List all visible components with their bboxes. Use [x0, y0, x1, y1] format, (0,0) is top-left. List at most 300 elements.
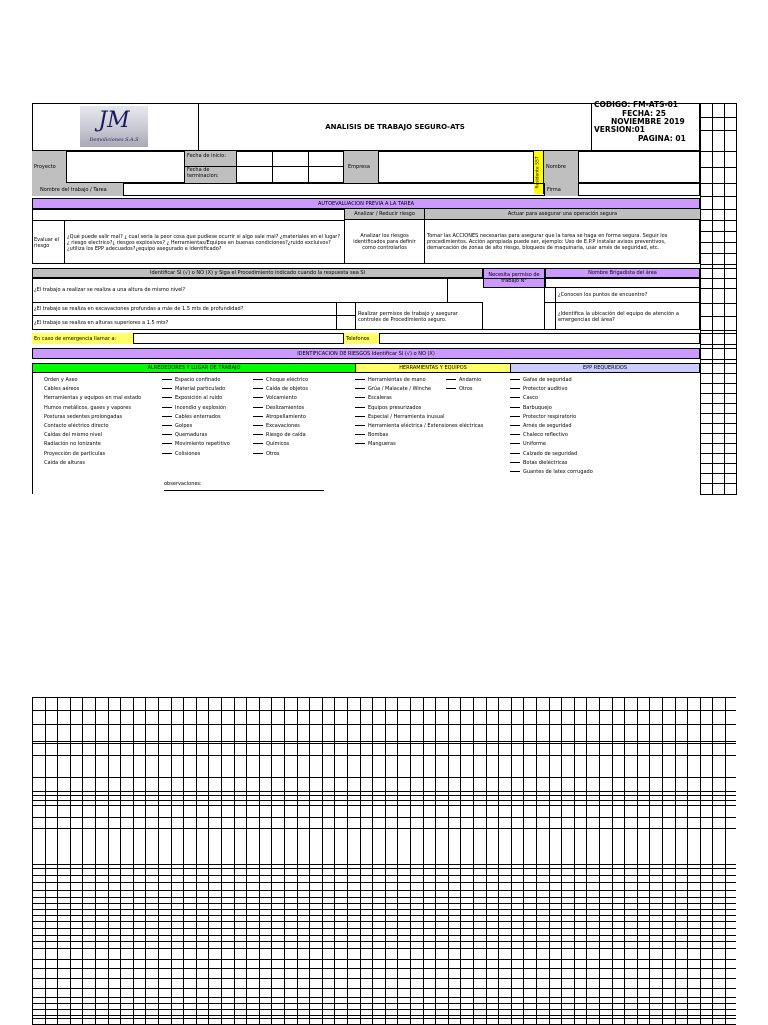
grid-line-horizontal	[700, 303, 737, 304]
check-blank[interactable]	[355, 443, 365, 444]
grid-line-vertical	[423, 697, 424, 1024]
check-blank[interactable]	[355, 379, 365, 380]
risk-check-item[interactable]	[510, 423, 572, 429]
grid-line-horizontal	[32, 928, 736, 929]
risk-check-label: Cables enterrados	[175, 413, 221, 420]
grid-line-vertical	[221, 697, 222, 1024]
risk-check-label: Herramientas de mano	[368, 377, 426, 383]
grid-line-vertical	[158, 697, 159, 1024]
project-label	[32, 151, 67, 183]
grid-line-horizontal	[32, 828, 736, 829]
grid-line-horizontal	[700, 433, 737, 434]
end-date-day[interactable]	[237, 167, 273, 183]
risk-check-item[interactable]	[510, 441, 546, 447]
check-blank[interactable]	[355, 397, 365, 398]
document-title-text: ANALISIS DE TRABAJO SEGURO-ATS	[325, 123, 465, 131]
analyze-header-text: Analizar / Reducir riesgo	[354, 211, 415, 217]
risk-check-label: Contacto eléctrico directo	[44, 423, 109, 429]
self-assessment-title-text: AUTOEVALUACION PREVIA A LA TAREA	[317, 200, 415, 207]
grid-line-horizontal	[700, 483, 737, 484]
grid-line-vertical	[624, 697, 625, 1024]
grid-line-horizontal	[700, 231, 737, 232]
end-date-month[interactable]	[273, 167, 309, 183]
grid-line-horizontal	[700, 103, 737, 104]
risk-check-item[interactable]	[44, 405, 131, 411]
question-emergency-equipment	[556, 303, 700, 330]
risk-check-item[interactable]	[44, 386, 79, 392]
risk-check-item[interactable]	[44, 423, 109, 429]
risk-check-label: Chaleco reflectivo	[523, 432, 568, 439]
risk-check-item[interactable]	[44, 451, 105, 457]
check-blank[interactable]	[162, 416, 172, 417]
answer-meeting-points[interactable]	[545, 288, 556, 303]
name-field[interactable]	[579, 151, 700, 183]
risk-check-label: Incendio y explosión	[175, 404, 227, 411]
grid-line-vertical	[725, 697, 726, 1024]
grid-line-vertical	[360, 697, 361, 1024]
check-blank[interactable]	[162, 443, 172, 444]
answer-same-level[interactable]	[447, 278, 483, 303]
grid-line-vertical	[397, 697, 398, 1024]
grid-line-horizontal	[700, 183, 737, 184]
grid-line-vertical	[599, 697, 600, 1024]
grid-line-vertical	[675, 697, 676, 1024]
end-date-text: Fecha de terminacion:	[187, 167, 219, 179]
ppe-header	[511, 363, 700, 373]
grid-line-horizontal	[32, 795, 736, 796]
answer-excavations[interactable]	[336, 303, 356, 316]
project-label-text: Proyecto	[34, 164, 56, 170]
emergency-call-text: En caso de emergencia llamar a:	[34, 335, 117, 342]
check-blank[interactable]	[162, 407, 172, 408]
risk-check-label: Químicos	[266, 441, 290, 448]
risk-check-label: Exposición al ruido	[175, 395, 223, 402]
check-blank[interactable]	[510, 434, 520, 435]
risk-check-item[interactable]	[355, 423, 483, 429]
check-blank[interactable]	[253, 416, 263, 417]
check-blank[interactable]	[162, 453, 172, 454]
check-blank[interactable]	[253, 443, 263, 444]
grid-line-vertical	[95, 697, 96, 1024]
risk-check-item[interactable]	[162, 395, 222, 401]
end-date-year[interactable]	[309, 167, 344, 183]
task-name-text: Nombre del trabajo / Tarea	[40, 186, 107, 193]
grid-line-horizontal	[32, 710, 736, 711]
risk-check-item[interactable]	[44, 395, 141, 401]
check-blank[interactable]	[162, 388, 172, 389]
analyze-text	[344, 220, 424, 264]
risk-check-label: Caídas del mismo nivel	[44, 432, 102, 439]
risk-check-item[interactable]	[253, 451, 280, 457]
grid-line-vertical	[284, 697, 285, 1024]
risk-check-label: Protector auditivo	[523, 386, 568, 393]
risk-check-item[interactable]	[162, 432, 207, 438]
risk-check-item[interactable]	[162, 423, 192, 429]
grid-line-horizontal	[700, 196, 737, 197]
project-field[interactable]	[67, 151, 185, 183]
start-date-year[interactable]	[309, 151, 344, 167]
risk-check-item[interactable]	[446, 386, 473, 392]
brigadier-label	[545, 268, 700, 278]
grid-line-horizontal	[32, 724, 736, 725]
risk-check-item[interactable]	[162, 405, 226, 411]
grid-line-horizontal	[32, 755, 736, 756]
grid-line-vertical	[523, 697, 524, 1024]
risk-check-item[interactable]	[162, 386, 225, 392]
act-header	[424, 209, 700, 220]
check-blank[interactable]	[510, 453, 520, 454]
risk-check-item[interactable]	[510, 469, 593, 475]
risk-check-label: Especial / Herramienta inusual	[368, 413, 445, 420]
realize-permits-text: Realizar permisos de trabajo y asegurar controles de Procedimiento seguro.	[358, 310, 458, 323]
grid-line-horizontal	[700, 242, 737, 243]
risk-check-item[interactable]	[355, 386, 431, 392]
risk-check-label: Barbuquejo	[523, 404, 552, 411]
grid-line-horizontal	[700, 167, 737, 168]
grid-line-horizontal	[700, 393, 737, 394]
grid-line-horizontal	[32, 935, 736, 936]
check-blank[interactable]	[162, 379, 172, 380]
grid-line-horizontal	[32, 921, 736, 922]
grid-line-horizontal	[32, 777, 736, 778]
answer-emergency-equipment[interactable]	[545, 303, 556, 330]
grid-line-vertical	[271, 697, 272, 1024]
grid-line-vertical	[662, 697, 663, 1024]
check-blank[interactable]	[510, 416, 520, 417]
risk-check-item[interactable]	[510, 460, 567, 466]
risk-check-label: Material particulado	[175, 386, 226, 393]
task-name-field[interactable]	[124, 183, 534, 196]
risk-check-item[interactable]	[44, 432, 102, 438]
risk-check-label: Otros	[266, 450, 280, 457]
risk-check-item[interactable]	[253, 414, 306, 420]
question-same-level-text: ¿El trabajo a realizar se realiza a una altura de mismo nivel?	[34, 287, 186, 293]
observations-line[interactable]	[164, 490, 324, 491]
risk-check-item[interactable]	[44, 414, 122, 420]
grid-line-horizontal	[700, 316, 737, 317]
check-blank[interactable]	[355, 407, 365, 408]
grid-line-horizontal	[32, 1018, 736, 1019]
grid-line-horizontal	[32, 743, 736, 744]
check-blank[interactable]	[253, 434, 263, 435]
risk-check-label: Quemaduras	[175, 432, 208, 439]
act-text	[424, 220, 700, 264]
grid-line-horizontal	[700, 443, 737, 444]
risk-check-label: Deslizamientos	[266, 404, 305, 411]
doc-date-label: FECHA: 25	[622, 109, 667, 118]
question-meeting-points-text: ¿Conocen los puntos de encuentro?	[558, 292, 648, 298]
check-blank[interactable]	[253, 397, 263, 398]
start-date-text: Fecha de inicio:	[187, 153, 226, 159]
check-blank[interactable]	[510, 425, 520, 426]
risk-check-item[interactable]	[510, 386, 568, 392]
risk-check-label: Orden y Aseo	[44, 377, 78, 383]
grid-line-horizontal	[32, 988, 736, 989]
grid-line-horizontal	[700, 288, 737, 289]
check-blank[interactable]	[253, 407, 263, 408]
check-blank[interactable]	[162, 425, 172, 426]
risk-check-item[interactable]	[44, 460, 85, 466]
grid-line-horizontal	[32, 868, 736, 869]
emergency-call-field[interactable]	[134, 333, 344, 344]
check-blank[interactable]	[446, 388, 456, 389]
check-blank[interactable]	[253, 453, 263, 454]
grid-line-vertical	[45, 697, 46, 1024]
grid-line-vertical	[347, 697, 348, 1024]
risk-identification-title	[32, 348, 700, 359]
grid-line-vertical	[322, 697, 323, 1024]
grid-line-vertical	[246, 697, 247, 1024]
tools-header-text: HERRAMIENTAS Y EQUIPOS	[399, 365, 467, 371]
check-blank[interactable]	[355, 416, 365, 417]
observations-label	[164, 481, 202, 487]
grid-line-horizontal	[32, 741, 736, 742]
risk-check-label: Atropellamiento	[266, 413, 306, 420]
grid-line-vertical	[700, 697, 701, 1024]
risk-check-label: Espacio confinado	[175, 377, 221, 383]
grid-line-vertical	[536, 697, 537, 1024]
grid-line-vertical	[448, 697, 449, 1024]
grid-line-vertical	[586, 697, 587, 1024]
company-label-text: Empresa	[348, 164, 370, 170]
grid-line-horizontal	[32, 903, 736, 904]
check-blank[interactable]	[446, 379, 456, 380]
analyze-text-body: Analizar los riesgos identificados para definir como controlarlos	[353, 233, 416, 251]
grid-line-horizontal	[32, 1009, 736, 1010]
doc-date-value: NOVIEMBRE 2019	[611, 117, 685, 126]
grid-line-horizontal	[32, 890, 736, 891]
grid-line-horizontal	[700, 264, 737, 265]
grid-line-horizontal	[32, 909, 736, 910]
grid-line-vertical	[498, 697, 499, 1024]
grid-line-vertical	[234, 697, 235, 1024]
check-blank[interactable]	[510, 471, 520, 472]
check-blank[interactable]	[162, 434, 172, 435]
start-date-month[interactable]	[273, 151, 309, 167]
risk-check-item[interactable]	[355, 377, 426, 383]
grid-line-vertical	[70, 697, 71, 1024]
grid-line-horizontal	[32, 915, 736, 916]
logo-initials: JM	[98, 108, 130, 133]
risk-check-label: Bombas	[368, 432, 389, 439]
check-blank[interactable]	[510, 379, 520, 380]
risk-check-label: Calzado de seguridad	[523, 450, 578, 457]
check-blank[interactable]	[253, 388, 263, 389]
grid-line-horizontal	[700, 363, 737, 364]
risk-check-item[interactable]	[162, 441, 230, 447]
observations-text: observaciones:	[164, 481, 202, 487]
grid-line-horizontal	[700, 130, 737, 131]
check-blank[interactable]	[253, 425, 263, 426]
act-text-body: Tomar las ACCIONES necesarias para asegurar que la tarea se haga en forma segura. Seguir los procedimientos. Acción apropiada puede ser, ejemplo: Uso de E.P.P instalar avisos preventivos, demarcación de zonas de alto riesgo, bloqueos de maquinaria, usar arnés de seguridad, etc.	[427, 233, 668, 251]
grid-line-vertical	[736, 103, 737, 494]
grid-line-vertical	[637, 697, 638, 1024]
name-label	[544, 151, 579, 183]
grid-line-vertical	[372, 697, 373, 1024]
risk-check-item[interactable]	[162, 451, 200, 457]
risk-check-item[interactable]	[355, 441, 396, 447]
risk-check-item[interactable]	[510, 377, 572, 383]
grid-line-horizontal	[32, 697, 736, 698]
risk-check-label: Casco	[523, 395, 538, 402]
risk-check-item[interactable]	[162, 414, 221, 420]
grid-line-vertical	[612, 697, 613, 1024]
grid-line-vertical	[700, 103, 701, 494]
grid-line-vertical	[649, 697, 650, 1024]
check-blank[interactable]	[510, 443, 520, 444]
risk-check-label: Excavaciones	[266, 423, 300, 429]
risk-check-item[interactable]	[355, 414, 444, 420]
risk-check-label: Gafas de seguridad	[523, 377, 572, 383]
grid-line-vertical	[183, 697, 184, 1024]
check-blank[interactable]	[253, 379, 263, 380]
risk-check-item[interactable]	[355, 405, 421, 411]
start-date-label	[185, 151, 237, 167]
task-name-label	[32, 183, 124, 196]
grid-line-vertical	[334, 697, 335, 1024]
doc-code: CODIGO: FM-ATS-01	[594, 100, 679, 109]
risk-check-label: Proyección de partículas	[44, 450, 106, 457]
risk-check-item[interactable]	[253, 386, 308, 392]
surroundings-header	[32, 363, 356, 373]
grid-line-horizontal	[700, 494, 737, 495]
grid-line-horizontal	[32, 997, 736, 998]
emergency-call-label	[32, 333, 134, 344]
grid-line-vertical	[108, 697, 109, 1024]
risk-check-item[interactable]	[253, 377, 308, 383]
grid-line-horizontal	[700, 348, 737, 349]
grid-line-vertical	[297, 697, 298, 1024]
grid-line-vertical	[486, 697, 487, 1024]
grid-line-horizontal	[32, 1015, 736, 1016]
risk-check-label: Caída de objetos	[266, 386, 308, 393]
risk-check-label: Uniforme	[523, 441, 546, 448]
risk-list-left-border	[32, 373, 33, 494]
risk-check-label: Humos metálicos, gases y vapores	[44, 404, 131, 411]
check-blank[interactable]	[510, 388, 520, 389]
grid-line-horizontal	[32, 978, 736, 979]
risk-check-label: Guantes de latex corrugado	[523, 469, 593, 475]
signature-label	[544, 183, 579, 196]
risk-check-item[interactable]	[446, 377, 481, 383]
grid-line-vertical	[120, 697, 121, 1024]
risk-check-label: Grúa / Malacate / Winche	[368, 386, 431, 393]
risk-check-item[interactable]	[44, 441, 101, 447]
check-blank[interactable]	[355, 434, 365, 435]
grid-line-vertical	[82, 697, 83, 1024]
grid-line-horizontal	[32, 817, 736, 818]
risk-check-item[interactable]	[253, 395, 297, 401]
risk-check-item[interactable]	[510, 414, 576, 420]
question-meeting-points	[556, 288, 700, 303]
start-date-day[interactable]	[237, 151, 273, 167]
risk-check-item[interactable]	[253, 405, 304, 411]
grid-line-horizontal	[32, 941, 736, 942]
risk-check-label: Colisiones	[175, 450, 201, 457]
risk-check-item[interactable]	[253, 432, 306, 438]
phones-label	[344, 333, 380, 344]
question-heights	[32, 316, 336, 330]
question-excavations	[32, 303, 336, 316]
grid-line-horizontal	[32, 1003, 736, 1004]
grid-line-vertical	[574, 697, 575, 1024]
grid-line-vertical	[561, 697, 562, 1024]
grid-line-horizontal	[700, 463, 737, 464]
risk-check-item[interactable]	[355, 395, 392, 401]
check-blank[interactable]	[162, 397, 172, 398]
risk-check-item[interactable]	[162, 377, 220, 383]
grid-line-horizontal	[32, 948, 736, 949]
check-blank[interactable]	[355, 388, 365, 389]
signature-text: Firma	[547, 186, 561, 193]
risk-check-label: Posturas sedentes prolongadas	[44, 413, 123, 420]
risk-check-label: Herramientas y equipos en mal estado	[44, 395, 142, 402]
check-blank[interactable]	[510, 407, 520, 408]
risk-check-item[interactable]	[510, 451, 577, 457]
grid-line-horizontal	[700, 453, 737, 454]
risk-check-label: Radiación no Ionizante	[44, 441, 101, 448]
grid-line-vertical	[435, 697, 436, 1024]
grid-line-horizontal	[700, 117, 737, 118]
grid-line-horizontal	[700, 473, 737, 474]
risk-check-label: Golpes	[175, 423, 193, 429]
grid-line-horizontal	[32, 897, 736, 898]
check-blank[interactable]	[510, 397, 520, 398]
grid-line-vertical	[309, 697, 310, 1024]
check-blank[interactable]	[355, 425, 365, 426]
grid-line-vertical	[724, 103, 725, 494]
analyze-header	[344, 209, 424, 220]
check-blank[interactable]	[510, 462, 520, 463]
permit-number-field[interactable]	[483, 288, 545, 330]
company-field[interactable]	[379, 151, 534, 183]
grid-line-horizontal	[32, 882, 736, 883]
answer-heights[interactable]	[336, 316, 356, 330]
grid-line-vertical	[145, 697, 146, 1024]
phones-text: Telefonos	[346, 335, 370, 342]
self-assessment-title	[32, 198, 700, 209]
grid-line-horizontal	[700, 330, 737, 331]
grid-line-vertical	[410, 697, 411, 1024]
risk-check-label: Andamio	[459, 377, 482, 383]
grid-line-horizontal	[700, 413, 737, 414]
phones-field[interactable]	[380, 333, 700, 344]
grid-line-horizontal	[32, 959, 736, 960]
ppe-header-text: EPP REQUERIDOS	[582, 365, 628, 371]
sst-resident-text: Residente SST	[536, 156, 542, 189]
grid-line-horizontal	[700, 268, 737, 269]
risk-check-label: Choque eléctrico	[266, 377, 309, 383]
risk-check-item[interactable]	[510, 395, 538, 401]
risk-check-item[interactable]	[510, 405, 552, 411]
grid-line-vertical	[473, 697, 474, 1024]
grid-line-vertical	[687, 697, 688, 1024]
risk-check-item[interactable]	[44, 377, 78, 383]
risk-check-item[interactable]	[355, 432, 388, 438]
risk-check-item[interactable]	[253, 423, 300, 429]
risk-identification-title-text: IDENTIFICACION DE RIESGOS Identificar SI (√) o NO (X)	[297, 350, 435, 357]
grid-line-horizontal	[32, 875, 736, 876]
identify-title	[32, 268, 483, 278]
end-date-label	[185, 167, 237, 183]
signature-field[interactable]	[579, 183, 700, 196]
risk-check-label: Escaleras	[368, 395, 392, 402]
risk-check-item[interactable]	[253, 441, 289, 447]
risk-check-label: Equipos presurizados	[368, 404, 422, 411]
risk-check-label: Cables aéreos	[44, 386, 80, 393]
risk-check-item[interactable]	[510, 432, 568, 438]
grid-line-vertical	[259, 697, 260, 1024]
